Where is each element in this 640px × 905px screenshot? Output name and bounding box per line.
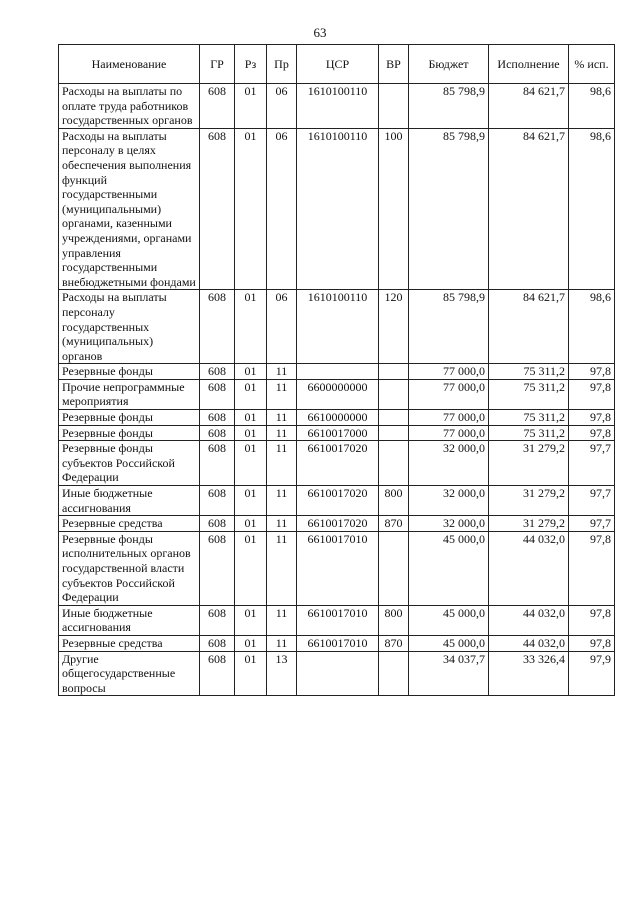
table-row (59, 364, 615, 380)
header-pr: Пр (267, 45, 297, 84)
cell-rz: 01 (235, 410, 267, 426)
cell-gr: 608 (200, 605, 235, 635)
cell-pr: 11 (267, 441, 297, 486)
header-csr: ЦСР (297, 45, 379, 84)
cell-execution: 44 032,0 (489, 635, 569, 651)
cell-budget: 32 000,0 (409, 516, 489, 532)
cell-execution: 33 326,4 (489, 651, 569, 696)
cell-gr: 608 (200, 364, 235, 380)
cell-vr (379, 651, 409, 696)
cell-pr: 11 (267, 635, 297, 651)
cell-name: Другие общегосударственные вопросы (59, 651, 200, 696)
cell-csr: 6610017000 (297, 425, 379, 441)
cell-vr (379, 441, 409, 486)
cell-vr: 800 (379, 486, 409, 516)
cell-pr: 13 (267, 651, 297, 696)
cell-name: Резервные фонды (59, 410, 200, 426)
cell-gr: 608 (200, 84, 235, 129)
cell-vr (379, 379, 409, 409)
table-row (59, 128, 615, 290)
cell-rz: 01 (235, 364, 267, 380)
cell-csr: 6610017010 (297, 635, 379, 651)
cell-percent: 97,8 (569, 531, 615, 605)
cell-budget: 32 000,0 (409, 441, 489, 486)
cell-vr: 870 (379, 635, 409, 651)
table-row (59, 379, 615, 409)
cell-percent: 97,9 (569, 651, 615, 696)
cell-name: Прочие непрограммные мероприятия (59, 379, 200, 409)
page-number: 63 (313, 25, 327, 40)
cell-execution: 84 621,7 (489, 290, 569, 364)
cell-rz: 01 (235, 128, 267, 290)
cell-name: Резервные фонды субъектов Российской Федерации (59, 441, 200, 486)
cell-vr (379, 425, 409, 441)
cell-name: Резервные фонды исполнительных органов государственной власти субъектов Российской Федерации (59, 531, 200, 605)
cell-percent: 97,8 (569, 379, 615, 409)
cell-percent: 97,7 (569, 516, 615, 532)
cell-pr: 11 (267, 364, 297, 380)
cell-budget: 77 000,0 (409, 410, 489, 426)
cell-execution: 31 279,2 (489, 516, 569, 532)
cell-gr: 608 (200, 441, 235, 486)
header-vr: ВР (379, 45, 409, 84)
cell-pr: 11 (267, 379, 297, 409)
cell-budget: 85 798,9 (409, 128, 489, 290)
cell-rz: 01 (235, 290, 267, 364)
table-body (59, 84, 615, 696)
cell-pr: 11 (267, 531, 297, 605)
header-gr: ГР (200, 45, 235, 84)
table-row (59, 410, 615, 426)
cell-name: Иные бюджетные ассигнования (59, 486, 200, 516)
cell-execution: 84 621,7 (489, 84, 569, 129)
cell-gr: 608 (200, 635, 235, 651)
cell-percent: 97,8 (569, 635, 615, 651)
cell-execution: 75 311,2 (489, 410, 569, 426)
cell-execution: 75 311,2 (489, 364, 569, 380)
cell-percent: 97,8 (569, 410, 615, 426)
cell-execution: 31 279,2 (489, 441, 569, 486)
cell-budget: 85 798,9 (409, 84, 489, 129)
cell-percent: 98,6 (569, 128, 615, 290)
cell-rz: 01 (235, 84, 267, 129)
cell-csr: 6610000000 (297, 410, 379, 426)
table-row (59, 84, 615, 129)
cell-csr: 1610100110 (297, 84, 379, 129)
cell-execution: 44 032,0 (489, 605, 569, 635)
cell-name: Резервные средства (59, 516, 200, 532)
table-row (59, 635, 615, 651)
cell-csr: 6610017010 (297, 605, 379, 635)
table-row (59, 290, 615, 364)
table-row (59, 441, 615, 486)
table-row (59, 651, 615, 696)
cell-rz: 01 (235, 635, 267, 651)
cell-budget: 34 037,7 (409, 651, 489, 696)
cell-gr: 608 (200, 128, 235, 290)
table-row (59, 516, 615, 532)
cell-pr: 11 (267, 410, 297, 426)
cell-rz: 01 (235, 651, 267, 696)
cell-vr: 870 (379, 516, 409, 532)
cell-pr: 11 (267, 605, 297, 635)
cell-csr: 6610017020 (297, 516, 379, 532)
cell-rz: 01 (235, 531, 267, 605)
cell-budget: 45 000,0 (409, 605, 489, 635)
cell-percent: 97,8 (569, 364, 615, 380)
cell-execution: 75 311,2 (489, 425, 569, 441)
cell-name: Расходы на выплаты персоналу в целях обеспечения выполнения функций государственными (муниципальными) органами, казенными учреждениями, органами управления государственными внебюджетными фондами (59, 128, 200, 290)
cell-vr (379, 84, 409, 129)
cell-vr (379, 531, 409, 605)
cell-execution: 75 311,2 (489, 379, 569, 409)
cell-name: Резервные средства (59, 635, 200, 651)
cell-budget: 45 000,0 (409, 635, 489, 651)
budget-table (58, 44, 615, 696)
header-row (59, 45, 615, 84)
cell-rz: 01 (235, 441, 267, 486)
cell-percent: 97,8 (569, 605, 615, 635)
cell-pr: 11 (267, 486, 297, 516)
cell-pr: 06 (267, 128, 297, 290)
cell-budget: 32 000,0 (409, 486, 489, 516)
cell-gr: 608 (200, 379, 235, 409)
table-row (59, 531, 615, 605)
cell-pr: 11 (267, 425, 297, 441)
cell-name: Иные бюджетные ассигнования (59, 605, 200, 635)
cell-name: Расходы на выплаты персоналу государственных (муниципальных) органов (59, 290, 200, 364)
cell-csr (297, 651, 379, 696)
cell-csr: 6610017010 (297, 531, 379, 605)
header-name: Наименование (59, 45, 200, 84)
cell-execution: 44 032,0 (489, 531, 569, 605)
cell-gr: 608 (200, 290, 235, 364)
header-rz: Рз (235, 45, 267, 84)
cell-vr: 100 (379, 128, 409, 290)
table-row (59, 486, 615, 516)
header-percent: % исп. (569, 45, 615, 84)
cell-gr: 608 (200, 425, 235, 441)
cell-execution: 84 621,7 (489, 128, 569, 290)
cell-vr (379, 364, 409, 380)
cell-csr: 6600000000 (297, 379, 379, 409)
header-execution: Исполнение (489, 45, 569, 84)
cell-csr: 1610100110 (297, 290, 379, 364)
cell-gr: 608 (200, 410, 235, 426)
cell-rz: 01 (235, 425, 267, 441)
cell-csr: 6610017020 (297, 486, 379, 516)
cell-rz: 01 (235, 486, 267, 516)
cell-rz: 01 (235, 605, 267, 635)
cell-gr: 608 (200, 516, 235, 532)
cell-gr: 608 (200, 486, 235, 516)
cell-csr (297, 364, 379, 380)
cell-percent: 98,6 (569, 290, 615, 364)
cell-name: Расходы на выплаты по оплате труда работников государственных органов (59, 84, 200, 129)
cell-vr: 120 (379, 290, 409, 364)
cell-percent: 97,8 (569, 425, 615, 441)
cell-gr: 608 (200, 531, 235, 605)
cell-vr: 800 (379, 605, 409, 635)
cell-name: Резервные фонды (59, 364, 200, 380)
cell-budget: 77 000,0 (409, 425, 489, 441)
cell-execution: 31 279,2 (489, 486, 569, 516)
cell-budget: 77 000,0 (409, 379, 489, 409)
cell-gr: 608 (200, 651, 235, 696)
table-row (59, 605, 615, 635)
header-budget: Бюджет (409, 45, 489, 84)
cell-percent: 98,6 (569, 84, 615, 129)
cell-pr: 06 (267, 290, 297, 364)
cell-percent: 97,7 (569, 441, 615, 486)
cell-pr: 11 (267, 516, 297, 532)
cell-budget: 85 798,9 (409, 290, 489, 364)
cell-csr: 6610017020 (297, 441, 379, 486)
cell-rz: 01 (235, 379, 267, 409)
cell-name: Резервные фонды (59, 425, 200, 441)
cell-csr: 1610100110 (297, 128, 379, 290)
cell-budget: 45 000,0 (409, 531, 489, 605)
cell-vr (379, 410, 409, 426)
cell-percent: 97,7 (569, 486, 615, 516)
cell-budget: 77 000,0 (409, 364, 489, 380)
cell-pr: 06 (267, 84, 297, 129)
cell-rz: 01 (235, 516, 267, 532)
table-row (59, 425, 615, 441)
